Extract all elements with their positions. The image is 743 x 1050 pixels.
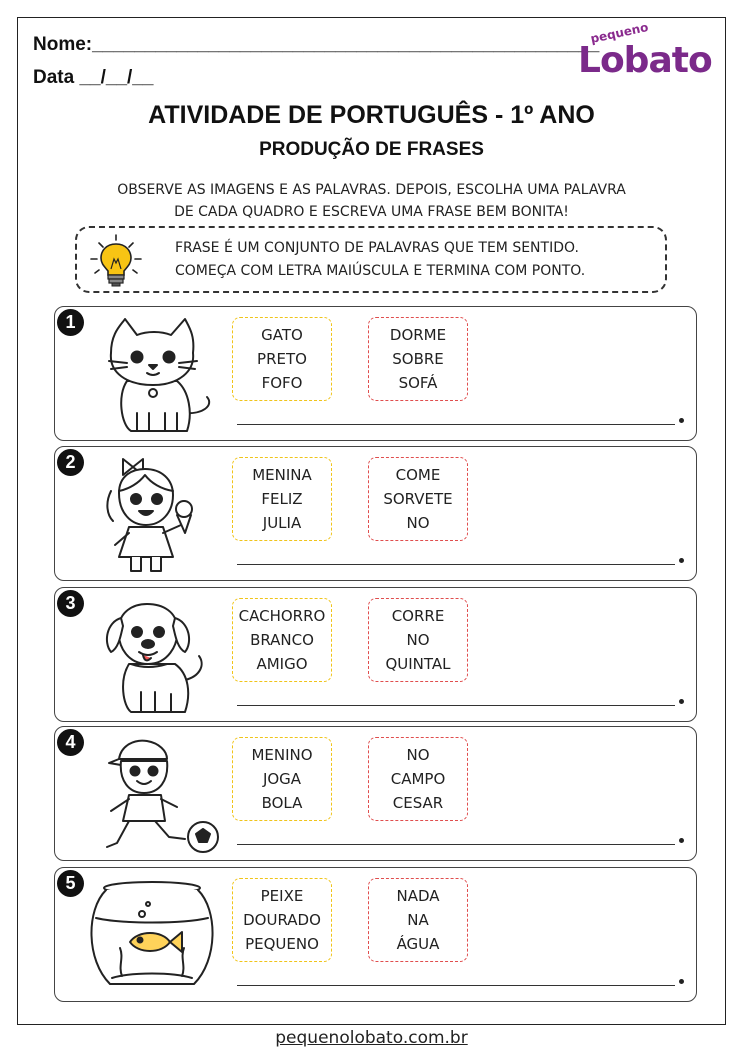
instructions: [60, 179, 683, 223]
answer-line[interactable]: [237, 844, 675, 845]
word-option: NO: [406, 746, 430, 764]
period-dot: [679, 418, 684, 423]
word-option: SOBRE: [392, 350, 444, 368]
logo-main-text: Lobato: [578, 40, 712, 81]
word-option: COME: [395, 466, 441, 484]
word-option: CAMPO: [390, 770, 446, 788]
answer-line[interactable]: [237, 705, 675, 706]
word-box-verbs: [368, 598, 468, 682]
tip-line: COMEÇA COM LETRA MAIÚSCULA E TERMINA COM PONTO.: [175, 263, 586, 279]
word-box-nouns: [232, 317, 332, 401]
word-box-verbs: [368, 317, 468, 401]
word-option: NO: [406, 631, 430, 649]
period-dot: [679, 838, 684, 843]
word-box-verbs: [368, 737, 468, 821]
word-option: DORME: [389, 326, 447, 344]
word-box-nouns: [232, 457, 332, 541]
word-option: PEIXE: [260, 887, 304, 905]
exercise-number: 3: [57, 590, 84, 617]
word-option: SOFÁ: [398, 374, 438, 392]
word-option: BRANCO: [250, 631, 314, 649]
period-dot: [679, 699, 684, 704]
exercise-card: [54, 587, 697, 722]
exercise-card: [54, 867, 697, 1002]
dog-icon: [89, 594, 219, 718]
word-box-nouns: [232, 878, 332, 962]
word-option: BOLA: [261, 794, 303, 812]
word-option: AMIGO: [256, 655, 308, 673]
word-option: CORRE: [391, 607, 445, 625]
exercise-card: [54, 306, 697, 441]
name-field[interactable]: Nome:________________________________________________: [33, 34, 600, 55]
tip-line: FRASE É UM CONJUNTO DE PALAVRAS QUE TEM SENTIDO.: [175, 240, 579, 256]
exercise-number: 5: [57, 870, 84, 897]
word-box-nouns: [232, 737, 332, 821]
footer-link[interactable]: pequenolobato.com.br: [275, 1028, 468, 1048]
answer-line[interactable]: [237, 985, 675, 986]
word-option: FOFO: [261, 374, 303, 392]
lightbulb-icon: [87, 233, 145, 289]
period-dot: [679, 979, 684, 984]
word-option: MENINO: [251, 746, 313, 764]
brand-logo: [578, 22, 713, 82]
word-option: CACHORRO: [238, 607, 326, 625]
page-subtitle: PRODUÇÃO DE FRASES: [259, 139, 484, 160]
word-option: FELIZ: [261, 490, 303, 508]
word-option: DOURADO: [243, 911, 321, 929]
boy-soccer-icon: [89, 733, 219, 857]
answer-line[interactable]: [237, 564, 675, 565]
word-box-verbs: [368, 878, 468, 962]
word-option: GATO: [261, 326, 303, 344]
word-option: NA: [407, 911, 429, 929]
period-dot: [679, 558, 684, 563]
instruction-line: DE CADA QUADRO E ESCREVA UMA FRASE BEM BONITA!: [174, 204, 569, 220]
exercise-number: 4: [57, 729, 84, 756]
word-option: CESAR: [392, 794, 444, 812]
logo-small-text: pequeno: [589, 20, 650, 46]
word-box-verbs: [368, 457, 468, 541]
exercise-card: [54, 446, 697, 581]
word-option: PRETO: [257, 350, 307, 368]
cat-icon: [89, 313, 219, 437]
word-option: JULIA: [262, 514, 302, 532]
tip-box: [75, 226, 667, 293]
word-option: ÁGUA: [396, 935, 440, 953]
answer-line[interactable]: [237, 424, 675, 425]
word-box-nouns: [232, 598, 332, 682]
date-field[interactable]: Data __/__/__: [33, 67, 154, 88]
word-option: JOGA: [262, 770, 302, 788]
word-option: MENINA: [252, 466, 312, 484]
word-option: SORVETE: [383, 490, 453, 508]
word-option: NO: [406, 514, 430, 532]
instruction-line: OBSERVE AS IMAGENS E AS PALAVRAS. DEPOIS, ESCOLHA UMA PALAVRA: [117, 182, 626, 198]
exercise-card: [54, 726, 697, 861]
word-option: PEQUENO: [245, 935, 319, 953]
tip-text: [175, 237, 585, 283]
fishbowl-icon: [77, 874, 217, 998]
exercise-number: 2: [57, 449, 84, 476]
word-option: NADA: [396, 887, 440, 905]
word-option: QUINTAL: [385, 655, 451, 673]
page-title: ATIVIDADE DE PORTUGUÊS - 1º ANO: [148, 101, 595, 129]
girl-icecream-icon: [89, 453, 219, 577]
exercise-number: 1: [57, 309, 84, 336]
